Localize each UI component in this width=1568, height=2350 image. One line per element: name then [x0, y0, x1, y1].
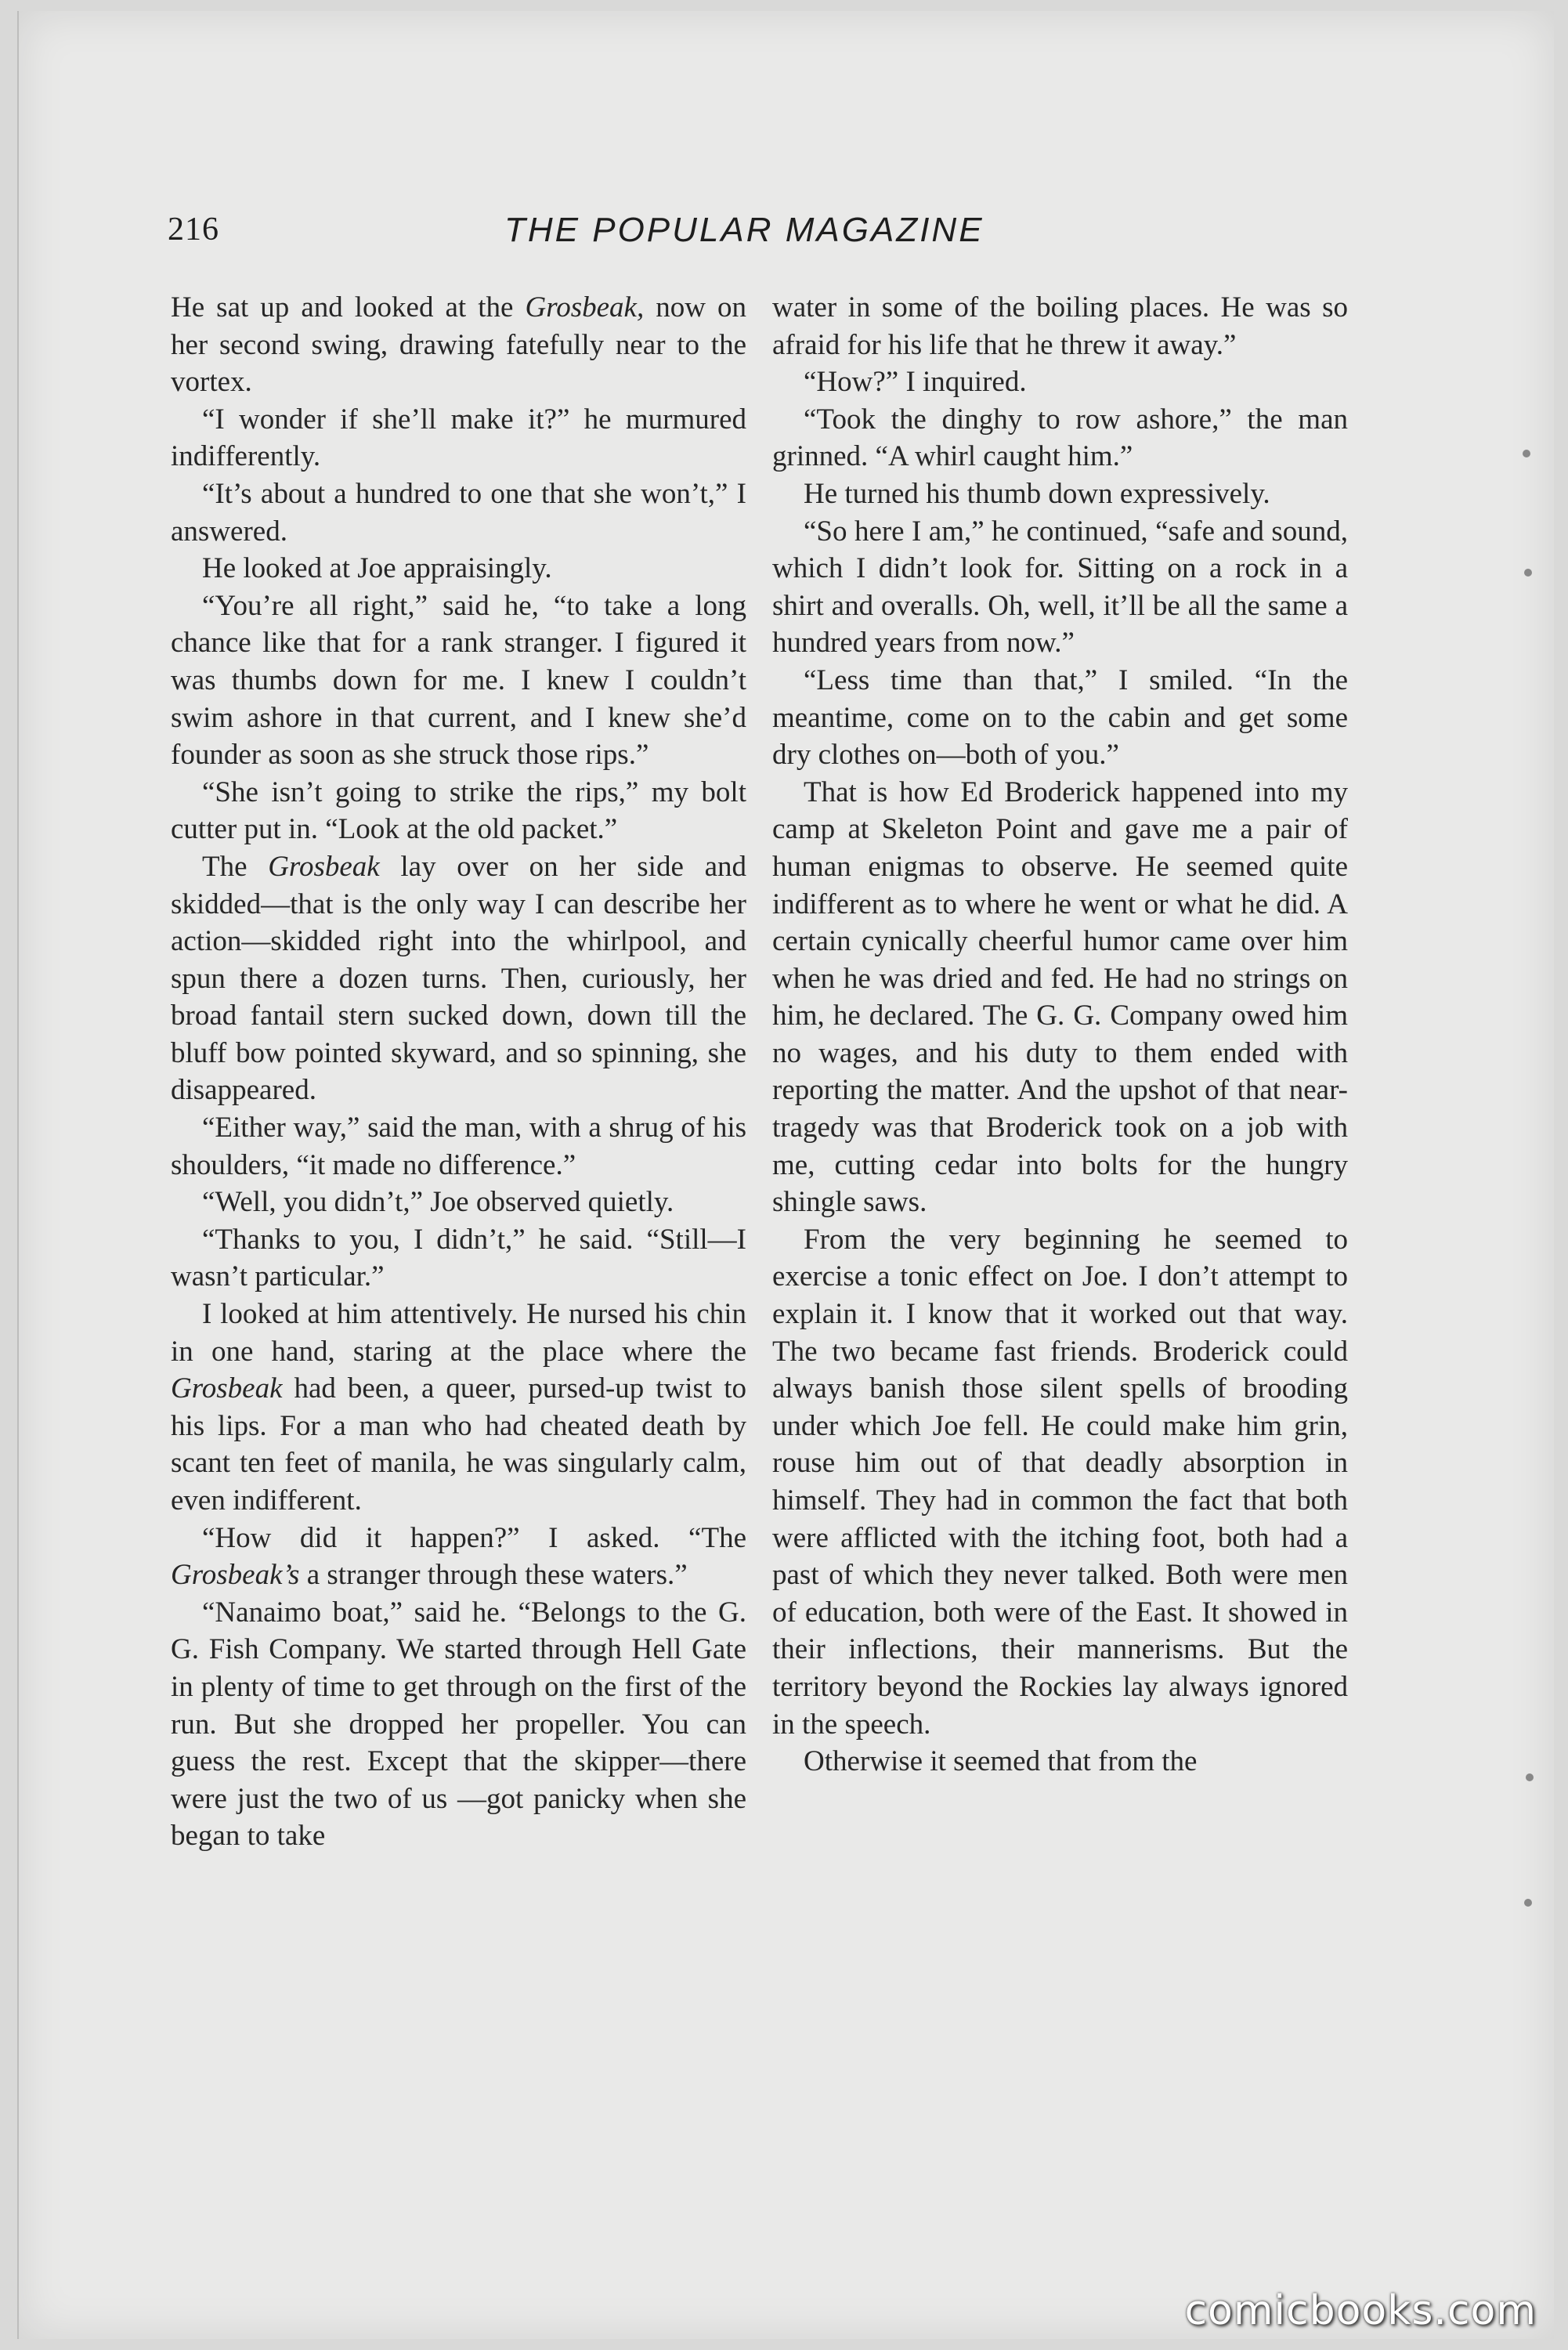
text-span: “Thanks to you, I didn’t,” he said. “Still—I wasn’t particular.” — [171, 1223, 746, 1293]
paragraph — [772, 363, 1348, 401]
text-span: “How did it happen?” I asked. “The — [202, 1521, 746, 1554]
paragraph — [171, 1184, 746, 1221]
text-span: “Either way,” said the man, with a shrug of his shoulders, “it made no difference.” — [171, 1112, 746, 1181]
text-span: “You’re all right,” said he, “to take a long chance like that for a rank stranger. I figured it was thumbs down for me. I knew I couldn’t swim ashore in that current, and I knew she’d founder as soon as she struck those rips.” — [171, 589, 746, 772]
italic-text: Grosbeak — [268, 850, 380, 883]
paragraph — [772, 475, 1348, 513]
text-span: “I wonder if she’ll make it?” he murmured indifferently. — [171, 403, 746, 473]
paragraph — [171, 1594, 746, 1855]
magazine-page — [17, 11, 1554, 2339]
page-speck — [1523, 450, 1530, 457]
text-span: “She isn’t going to strike the rips,” my bolt cutter put in. “Look at the old packet.” — [171, 776, 746, 846]
text-span: I looked at him attentively. He nursed his chin in one hand, staring at the place where the — [171, 1298, 746, 1368]
paragraph — [171, 475, 746, 550]
italic-text: Grosbeak’s — [171, 1559, 300, 1592]
text-span: He turned his thumb down expressively. — [804, 477, 1270, 510]
paragraph — [171, 1520, 746, 1594]
text-span: From the very beginning he seemed to exercise a tonic effect on Joe. I don’t attempt to explain it. I know that it worked out that way. The two became fast friends. Broderick could always banish those silent spells of brooding under which Joe fell. He could make him grin, rouse him out of that deadly absorption in himself. They had in common the fact that both were afflicted with the itching foot, both had a past of which they never talked. Both were men of education, both were of the East. It showed in their inflections, their mannerisms. But the territory beyond the Rockies lay always ignored in the speech. — [772, 1223, 1348, 1741]
page-speck — [1526, 1773, 1534, 1781]
text-span: a stranger through these waters.” — [299, 1559, 688, 1592]
text-span: lay over on her side and skidded—that is the only way I can describe her action—skidded right into the whirlpool, and spun there a dozen turns. Then, curiously, her broad fantail stern sucked down, down till the bluff bow pointed skyward, and so spinning, she disappeared. — [171, 850, 746, 1107]
italic-text: Grosbeak — [171, 1372, 283, 1405]
paragraph — [171, 774, 746, 848]
paragraph — [772, 289, 1348, 363]
paragraph — [171, 1296, 746, 1520]
text-span: He sat up and looked at the — [171, 291, 526, 324]
text-span: Otherwise it seemed that from the — [804, 1745, 1198, 1778]
text-span: had been, a queer, pursed-up twist to his lips. For a man who had cheated death by scant ten feet of manila, he was singularly calm, even indifferent. — [171, 1372, 746, 1517]
paragraph — [772, 662, 1348, 774]
page-header — [168, 211, 1342, 266]
left-text-column — [171, 289, 746, 1855]
watermark-logo: comicbooks.com — [1184, 2287, 1537, 2334]
text-span: now on her second swing, drawing fatefully near to the vortex. — [171, 291, 746, 399]
text-span: “Less time than that,” I smiled. “In the meantime, come on to the cabin and get some dry clothes on—both of you.” — [772, 663, 1348, 772]
paragraph — [772, 1221, 1348, 1743]
paragraph — [171, 550, 746, 588]
paragraph — [772, 513, 1348, 662]
italic-text: Grosbeak, — [525, 291, 645, 324]
text-span: The — [202, 850, 269, 883]
paragraph — [171, 848, 746, 1109]
text-span: “How?” I inquired. — [804, 366, 1027, 399]
text-span: “Well, you didn’t,” Joe observed quietly. — [202, 1186, 674, 1219]
paragraph — [772, 774, 1348, 1221]
magazine-title: THE POPULAR MAGAZINE — [504, 211, 985, 249]
text-span: “Nanaimo boat,” said he. “Belongs to the G. G. Fish Company. We started through Hell Gate in plenty of time to get through on the first of the run. But she dropped her propeller. You can guess the rest. Except that the skipper—there were just the two of us —got panicky when she began to take — [171, 1596, 746, 1853]
text-span: “Took the dinghy to row ashore,” the man grinned. “A whirl caught him.” — [772, 403, 1348, 473]
text-span: “So here I am,” he continued, “safe and sound, which I didn’t look for. Sitting on a rock in a shirt and overalls. Oh, well, it’ll be all the same a hundred years from now.” — [772, 515, 1348, 660]
text-span: water in some of the boiling places. He was so afraid for his life that he threw it away.” — [772, 291, 1348, 361]
page-speck — [1524, 569, 1532, 577]
paragraph — [171, 401, 746, 475]
page-number: 216 — [168, 212, 219, 248]
page-speck — [1524, 1899, 1532, 1907]
paragraph — [171, 1221, 746, 1296]
right-text-column — [772, 289, 1348, 1781]
paragraph — [772, 401, 1348, 475]
paragraph — [171, 1109, 746, 1184]
text-span: That is how Ed Broderick happened into my camp at Skeleton Point and gave me a pair of human enigmas to observe. He seemed quite indifferent as to where he went or what he did. A certain cynically cheerful humor came over him when he was dried and fed. He had no strings on him, he declared. The G. G. Company owed him no wages, and his duty to them ended with reporting the matter. And the upshot of that near-tragedy was that Broderick took on a job with me, cutting cedar into bolts for the hungry shingle saws. — [772, 776, 1348, 1219]
paragraph — [171, 588, 746, 774]
text-span: “It’s about a hundred to one that she won’t,” I answered. — [171, 477, 746, 548]
text-span: He looked at Joe appraisingly. — [202, 552, 552, 585]
paragraph — [171, 289, 746, 401]
paragraph — [772, 1743, 1348, 1781]
